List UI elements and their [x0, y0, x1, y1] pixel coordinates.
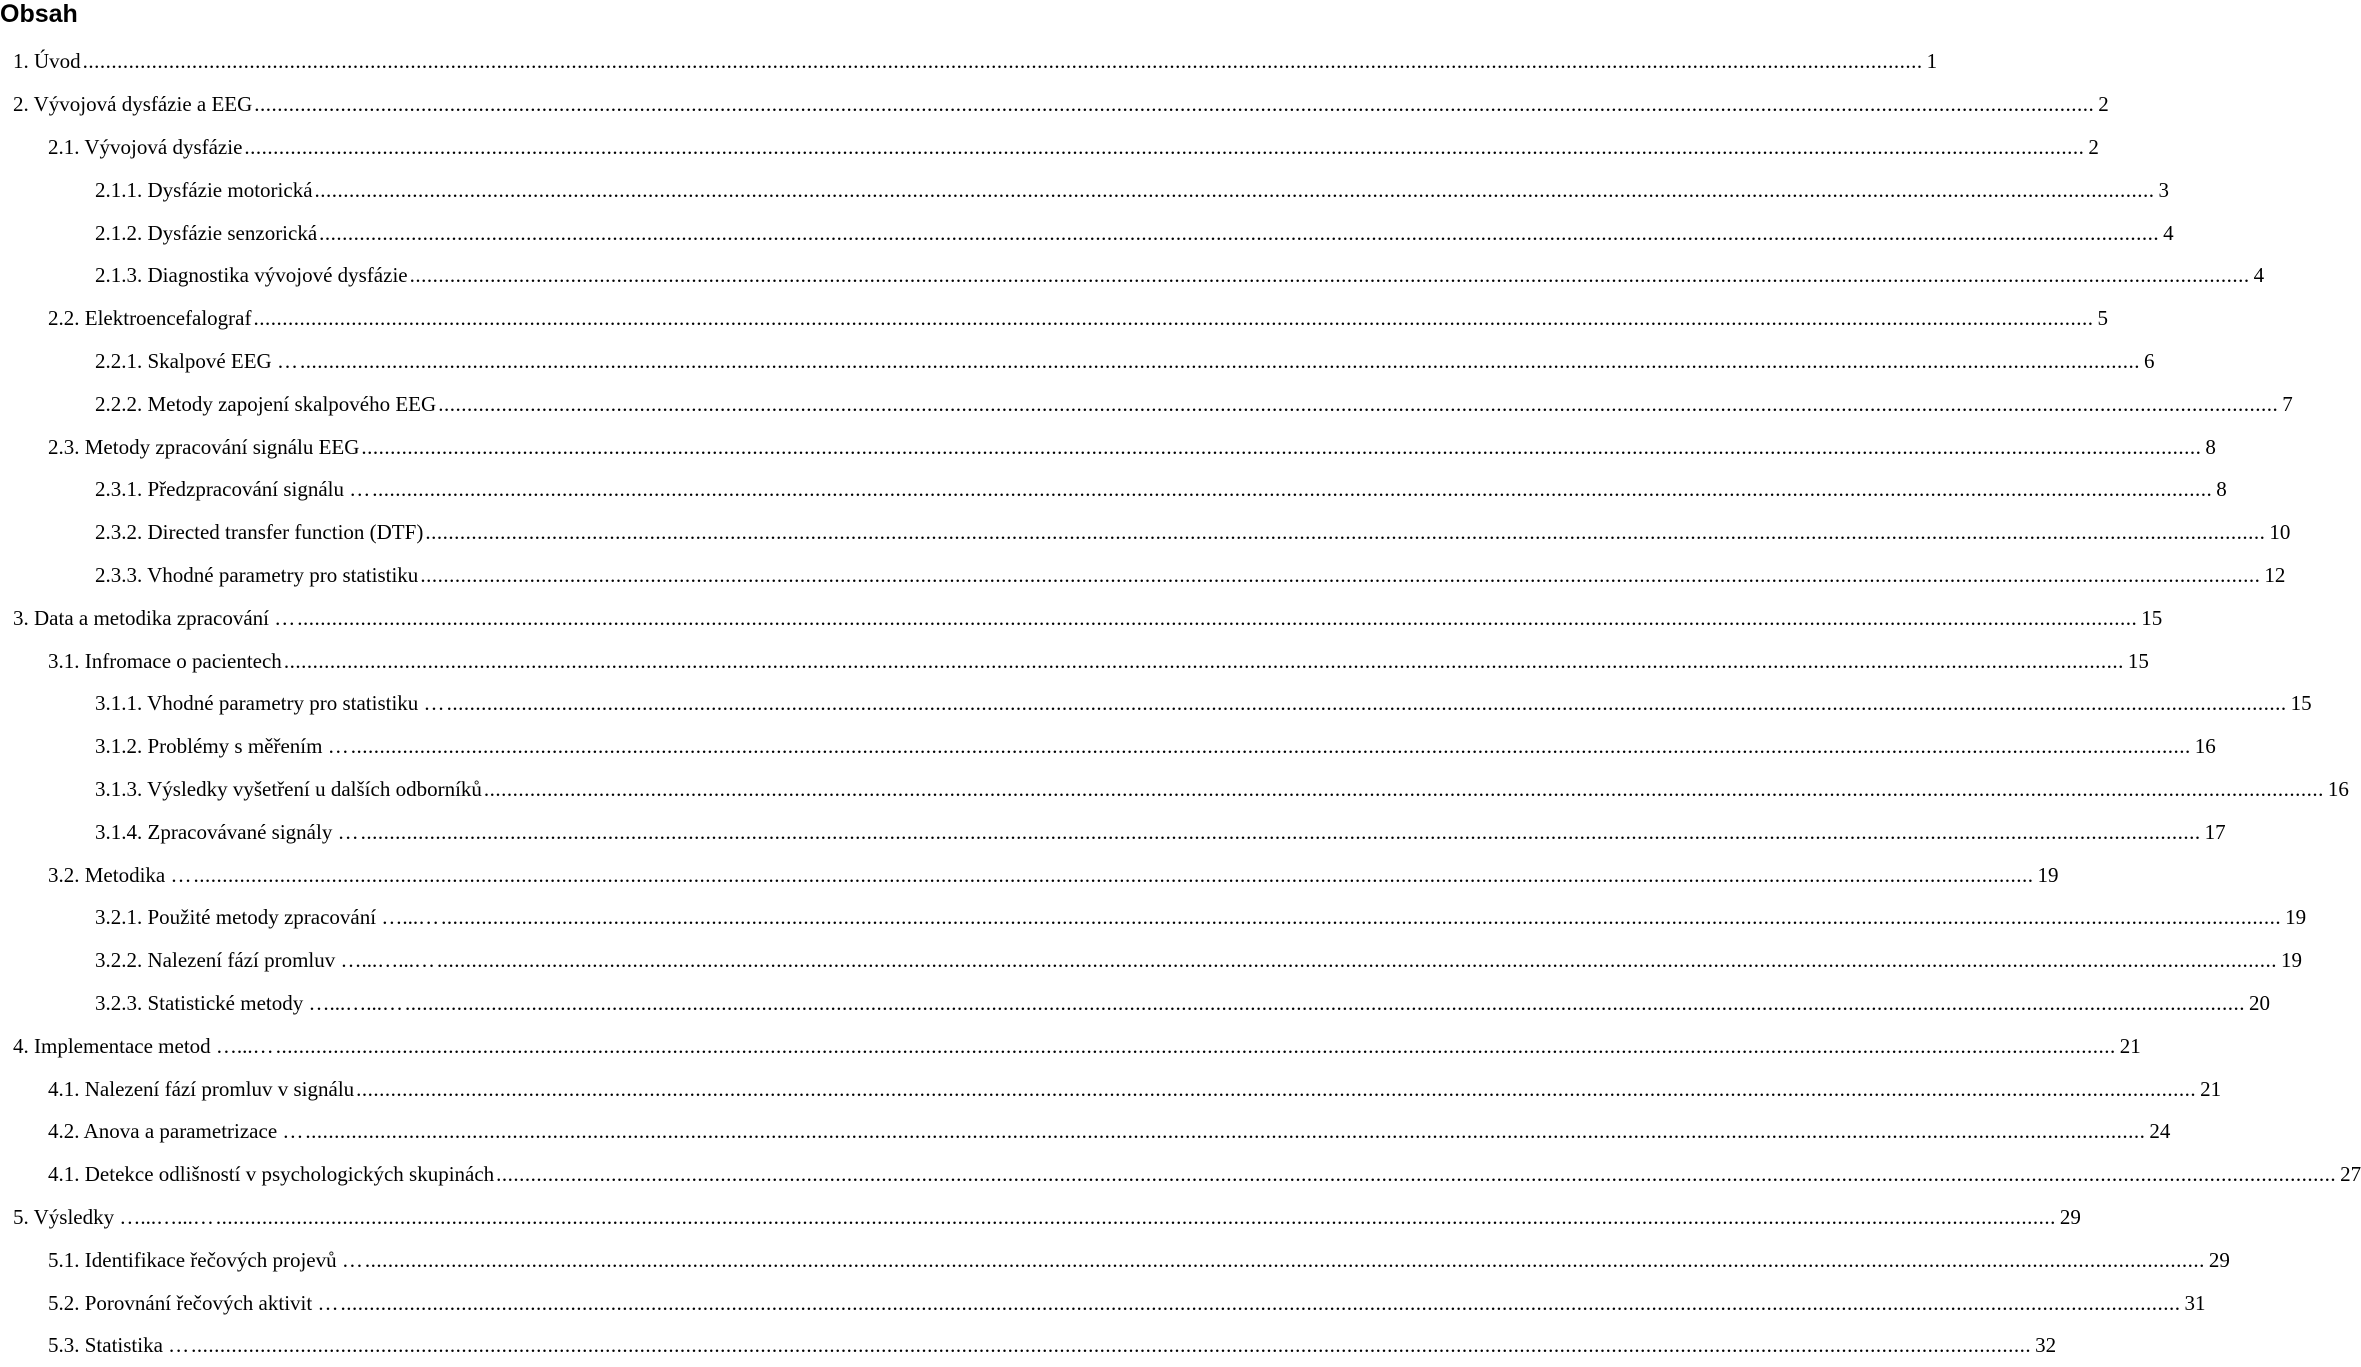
toc-entry-label: 2.1.1. Dysfázie motorická [95, 177, 313, 202]
toc-entry-page-number: 6 [2140, 349, 2155, 373]
toc-entry-label: 3.1.2. Problémy s měřením … [95, 734, 349, 759]
toc-entry[interactable] [0, 40, 1938, 83]
toc-entry-label: 4.1. Detekce odlišností v psychologických skupinách [48, 1162, 495, 1187]
dot-leader [496, 1162, 2336, 1186]
toc-entry[interactable] [0, 168, 2170, 211]
dot-leader [361, 820, 2201, 844]
toc-entry-page-number: 16 [2191, 734, 2216, 758]
toc-entry[interactable] [0, 511, 2291, 554]
toc-entry-page-number: 1 [1923, 49, 1938, 73]
toc-entry-label: 4. Implementace metod …...… [13, 1033, 274, 1058]
toc-entry-label: 2.3.3. Vhodné parametry pro statistiku [95, 562, 419, 587]
toc-entry-page-number: 31 [2180, 1291, 2205, 1315]
dot-leader [319, 221, 2159, 245]
toc-entry-label: 3.1.4. Zpracovávané signály … [95, 819, 359, 844]
toc-entry[interactable] [0, 126, 2099, 169]
dot-leader [284, 649, 2124, 673]
toc-entry-page-number: 24 [2145, 1119, 2170, 1143]
dot-leader [297, 606, 2137, 630]
dot-leader [405, 991, 2245, 1015]
toc-entry-page-number: 29 [2056, 1205, 2081, 1229]
toc-entry[interactable] [0, 340, 2155, 383]
toc-entry[interactable] [0, 1024, 2141, 1067]
dot-leader [300, 349, 2140, 373]
toc-entry[interactable] [0, 254, 2265, 297]
dot-leader [191, 1333, 2031, 1357]
dot-leader [315, 178, 2155, 202]
dot-leader [420, 563, 2260, 587]
toc-entry-page-number: 17 [2201, 820, 2226, 844]
dot-leader [216, 1205, 2056, 1229]
toc-entry-page-number: 21 [2196, 1077, 2221, 1101]
toc-entry[interactable] [0, 425, 2216, 468]
toc-entry[interactable] [0, 83, 2109, 126]
toc-entry-label: 4.1. Nalezení fází promluv v signálu [48, 1076, 355, 1101]
toc-entry-label: 3.1. Infromace o pacientech [48, 648, 282, 673]
table-of-contents [0, 40, 2361, 1367]
dot-leader [425, 520, 2265, 544]
toc-entry-label: 3.2. Metodika … [48, 862, 192, 887]
toc-entry[interactable] [0, 211, 2174, 254]
toc-entry[interactable] [0, 1067, 2222, 1110]
toc-entry[interactable] [0, 639, 2149, 682]
dot-leader [365, 1248, 2205, 1272]
toc-entry-label: 2.3. Metody zpracování signálu EEG [48, 434, 360, 459]
dot-leader [356, 1077, 2196, 1101]
toc-entry-page-number: 32 [2031, 1333, 2056, 1357]
toc-entry-page-number: 21 [2116, 1034, 2141, 1058]
dot-leader [447, 691, 2287, 715]
toc-entry-page-number: 15 [2137, 606, 2162, 630]
toc-entry-page-number: 19 [2277, 948, 2302, 972]
toc-entry-page-number: 10 [2265, 520, 2290, 544]
toc-entry-page-number: 12 [2260, 563, 2285, 587]
toc-entry-label: 2.1. Vývojová dysfázie [48, 134, 243, 159]
toc-entry[interactable] [0, 1324, 2057, 1367]
toc-entry-label: 3.2.2. Nalezení fází promluv …...…...… [95, 948, 435, 973]
toc-entry-page-number: 2 [2084, 135, 2099, 159]
dot-leader [83, 49, 1923, 73]
dot-leader [437, 948, 2277, 972]
toc-entry-page-number: 7 [2278, 392, 2293, 416]
toc-entry-label: 2.2.1. Skalpové EEG … [95, 348, 298, 373]
dot-leader [253, 306, 2093, 330]
dot-leader [244, 135, 2084, 159]
toc-entry[interactable] [0, 554, 2286, 597]
toc-entry[interactable] [0, 468, 2227, 511]
toc-entry-label: 2. Vývojová dysfázie a EEG [13, 92, 253, 117]
toc-entry-page-number: 29 [2205, 1248, 2230, 1272]
toc-entry[interactable] [0, 1238, 2230, 1281]
toc-entry-page-number: 15 [2287, 691, 2312, 715]
toc-entry[interactable] [0, 682, 2312, 725]
toc-entry-page-number: 19 [2033, 863, 2058, 887]
toc-entry-label: 3.2.3. Statistické metody …...…...… [95, 990, 403, 1015]
dot-leader [340, 1291, 2180, 1315]
toc-entry-page-number: 20 [2245, 991, 2270, 1015]
toc-entry-page-number: 15 [2124, 649, 2149, 673]
toc-entry-label: 2.2.2. Metody zapojení skalpového EEG [95, 391, 437, 416]
toc-entry[interactable] [0, 810, 2226, 853]
dot-leader [305, 1119, 2145, 1143]
dot-leader [193, 863, 2033, 887]
toc-entry[interactable] [0, 596, 2163, 639]
dot-leader [484, 777, 2324, 801]
toc-entry-label: 3.1.1. Vhodné parametry pro statistiku … [95, 691, 445, 716]
toc-entry-page-number: 8 [2201, 435, 2216, 459]
toc-entry-page-number: 8 [2212, 477, 2227, 501]
toc-entry-label: 5.3. Statistika … [48, 1333, 190, 1358]
dot-leader [254, 92, 2094, 116]
toc-entry[interactable] [0, 853, 2059, 896]
toc-entry-label: 2.1.3. Diagnostika vývojové dysfázie [95, 263, 408, 288]
toc-entry-label: 2.3.1. Předzpracování signálu … [95, 477, 371, 502]
toc-entry[interactable] [0, 382, 2293, 425]
toc-entry-label: 5.2. Porovnání řečových aktivit … [48, 1290, 339, 1315]
toc-entry-page-number: 16 [2324, 777, 2349, 801]
toc-entry[interactable] [0, 1110, 2171, 1153]
toc-entry-label: 2.1.2. Dysfázie senzorická [95, 220, 318, 245]
toc-entry-page-number: 5 [2093, 306, 2108, 330]
toc-entry[interactable] [0, 982, 2270, 1025]
toc-entry[interactable] [0, 1196, 2081, 1239]
toc-entry-label: 1. Úvod [13, 49, 81, 74]
dot-leader [438, 392, 2278, 416]
toc-entry-label: 5. Výsledky …...…...… [13, 1204, 214, 1229]
toc-entry[interactable] [0, 297, 2108, 340]
toc-entry[interactable] [0, 939, 2302, 982]
dot-leader [410, 263, 2250, 287]
toc-entry-page-number: 4 [2250, 263, 2265, 287]
toc-entry-page-number: 27 [2336, 1162, 2361, 1186]
page-title: Obsah [0, 0, 78, 28]
toc-entry[interactable] [0, 768, 2349, 811]
toc-entry-page-number: 19 [2281, 905, 2306, 929]
toc-entry-page-number: 4 [2159, 221, 2174, 245]
toc-entry-label: 5.1. Identifikace řečových projevů … [48, 1247, 363, 1272]
toc-entry-page-number: 2 [2094, 92, 2109, 116]
dot-leader [441, 905, 2281, 929]
dot-leader [276, 1034, 2116, 1058]
dot-leader [361, 435, 2201, 459]
toc-entry-label: 2.2. Elektroencefalograf [48, 306, 252, 331]
toc-entry[interactable] [0, 725, 2216, 768]
toc-entry-label: 3. Data a metodika zpracování … [13, 605, 296, 630]
toc-entry-label: 3.1.3. Výsledky vyšetření u dalších odborníků [95, 776, 482, 801]
toc-entry-label: 2.3.2. Directed transfer function (DTF) [95, 520, 424, 545]
dot-leader [372, 477, 2212, 501]
toc-entry[interactable] [0, 1281, 2206, 1324]
dot-leader [351, 734, 2191, 758]
toc-entry[interactable] [0, 896, 2307, 939]
toc-entry-label: 3.2.1. Použité metody zpracování …...… [95, 905, 440, 930]
toc-entry-page-number: 3 [2155, 178, 2170, 202]
toc-entry[interactable] [0, 1153, 2361, 1196]
toc-entry-label: 4.2. Anova a parametrizace … [48, 1119, 304, 1144]
